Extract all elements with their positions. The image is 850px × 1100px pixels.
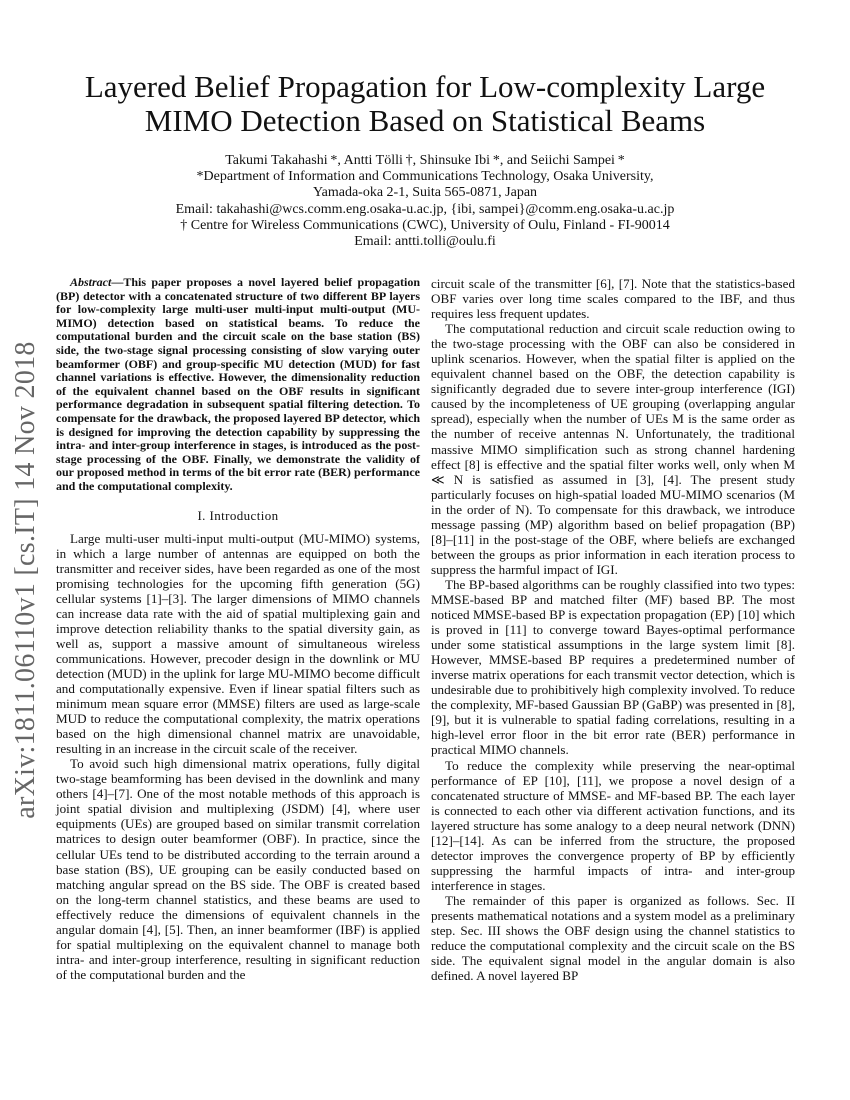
body-paragraph: The remainder of this paper is organized as follows. Sec. II presents mathematical notations and a system model as a preliminary step. Sec. III shows the OBF design using the channel statistics to reduce the computational complexity and the circuit scale on the BS side. The equivalent signal model in the angular domain is also defined. A novel layered BP xyxy=(431,892,795,984)
body-paragraph: To avoid such high dimensional matrix operations, fully digital two-stage beamforming has been devised in the downlink and many others [4]–[7]. One of the most notable methods of this approach is joint spatial division and multiplexing (JSDM) [4], where user equipments (UEs) are grouped based on similar transmit correlation matrices to design outer beamformer (OBF). In practice, since the cellular UEs tend to be distributed according to the terrain around a base station (BS), UE grouping can be easily conducted based on matching angular spread on the BS side. The OBF is created based on the long-term channel statistics, and these beams are used to effectively reduce the dimensions of equivalent channels in the angular domain [4], [5]. Then, an inner beamformer (IBF) is applied for spatial multiplexing on the equivalent channel to manage both intra- and inter-group interference, resulting in significant reduction of the computational burden and the xyxy=(56,756,420,982)
right-column xyxy=(431,276,795,983)
author-names: Takumi Takahashi *, Antti Tölli †, Shinsuke Ibi *, and Seiichi Sampei * xyxy=(225,153,625,168)
body-paragraph: To reduce the complexity while preserving the near-optimal performance of EP [10], [11], we propose a novel design of a concatenated structure of MMSE- and MF-based BP. The each layer is connected to each other via different activation functions, and its layered structure has some analogy to a deep neural network (DNN) [12]–[14]. As can be inferred from the structure, the proposed detector improves the convergence property of BP by efficiently suppressing the harmful impacts of intra- and inter-group interference in stages. xyxy=(431,757,795,893)
arxiv-stamp-text: arXiv:1811.06110v1 [cs.IT] 14 Nov 2018 xyxy=(10,341,41,819)
body-paragraph: The BP-based algorithms can be roughly classified into two types: MMSE-based BP and matched filter (MF) based BP. The most noticed MMSE-based BP is expectation propagation (EP) [10] which is proved in [11] to converge toward Bayes-optimal performance under some statistical assumptions in the large system limit [8]. However, MMSE-based BP requires a predetermined number of inverse matrix operations for each transmit vector detection, which is undesirable due to prohibitively high complexity involved. To reduce the complexity, MF-based Gaussian BP (GaBP) was presented in [8], [9], but it is vulnerable to spatial fading correlations, resulting in a high-level error floor in the bit error rate (BER) performance in practical MIMO channels. xyxy=(431,576,795,758)
email-1: Email: takahashi@wcs.comm.eng.osaka-u.ac.jp, {ibi, sampei}@comm.eng.osaka-u.ac.jp xyxy=(175,201,675,217)
author-block xyxy=(100,153,750,250)
affiliation-1-line-1: *Department of Information and Communications Technology, Osaka University, xyxy=(196,169,654,185)
left-column xyxy=(56,276,420,982)
email-2: Email: antti.tolli@oulu.fi xyxy=(354,234,496,250)
body-paragraph: Large multi-user multi-input multi-output (MU-MIMO) systems, in which a large number of antennas are equipped on both the transmitter and receiver sides, have been regarded as one of the most promising technologies for the upcoming fifth generation (5G) cellular systems [1]–[3]. The larger dimensions of MIMO channels can increase data rate with the aid of spatial multiplexing gain and improve detection reliability thanks to the spatial diversity gain, as well as, support a massive amount of simultaneous wireless communications. However, precoder design in the downlink or MU detection (MUD) in the uplink for large MU-MIMO become difficult and computationally expensive. Even if linear spatial filters such as minimum mean square error (MMSE) filters are used as large-scale MUD to reduce the computational complexity, the matrix operations based on the high dimensional channel matrix are unavoidable, resulting in an increase in the circuit scale of the receiver. xyxy=(56,530,420,757)
affiliation-2: † Centre for Wireless Communications (CWC), University of Oulu, Finland - FI-90014 xyxy=(180,217,670,233)
abstract-text: —This paper proposes a novel layered belief propagation (BP) detector with a concatenated structure of two different BP layers for low-complexity large multi-user multi-input multi-output (MU-MIMO) detection based on statistical beams. To reduce the computational burden and the circuit scale on the base station (BS) side, the two-stage signal processing consisting of slow varying outer beamformer (OBF) and group-specific MU detection (MUD) for fast channel variations is effective. However, the dimensionality reduction of the equivalent channel based on the OBF results in significant performance degradation in subsequent spatial filtering detection. To compensate for the drawback, the proposed layered BP detector, which is designed for improving the detection capability by suppressing the intra- and inter-group interference in stages, is introduced as the post-stage processing of the OBF. Finally, we demonstrate the validity of our proposed method in terms of the bit error rate (BER) performance and the computational complexity. xyxy=(56,275,420,493)
body-paragraph: The computational reduction and circuit scale reduction owing to the two-stage processing with the OBF can also be considered in uplink scenarios. However, when the spatial filter is applied on the equivalent channel based on the OBF, the detection capability is significantly degraded due to severe inter-group interference (IGI) caused by the incompleteness of UE grouping (overlapping angular spread), especially when the number of UEs M is the same order as the number of receive antennas N. Unfortunately, the traditional massive MIMO simplification such as strong channel hardening effect [8] is effective and the spatial filter works well, only when M ≪ N is satisfied as assumed in [3], [4]. The present study particularly focuses on high-spatial loaded MU-MIMO scenarios (M in the order of N). To compensate for this drawback, we introduce message passing (MP) algorithm based on belief propagation (BP) [8]–[11] in the post-stage of the OBF, where beliefs are exchanged between the groups as prior information in each iteration process to suppress the harmful impact of IGI. xyxy=(431,321,795,577)
paper-title: Layered Belief Propagation for Low-complexity Large MIMO Detection Based on Statistical Beams xyxy=(84,69,766,138)
affiliation-1-line-2: Yamada-oka 2-1, Suita 565-0871, Japan xyxy=(312,185,538,201)
abstract-label: Abstract xyxy=(70,275,112,289)
body-paragraph: circuit scale of the transmitter [6], [7]. Note that the statistics-based OBF varies over long time scales compared to the IBF, and thus requires less frequent updates. xyxy=(431,276,795,322)
arxiv-stamp xyxy=(0,270,52,890)
abstract xyxy=(56,276,420,494)
section-heading-introduction: I. Introduction xyxy=(197,507,279,523)
